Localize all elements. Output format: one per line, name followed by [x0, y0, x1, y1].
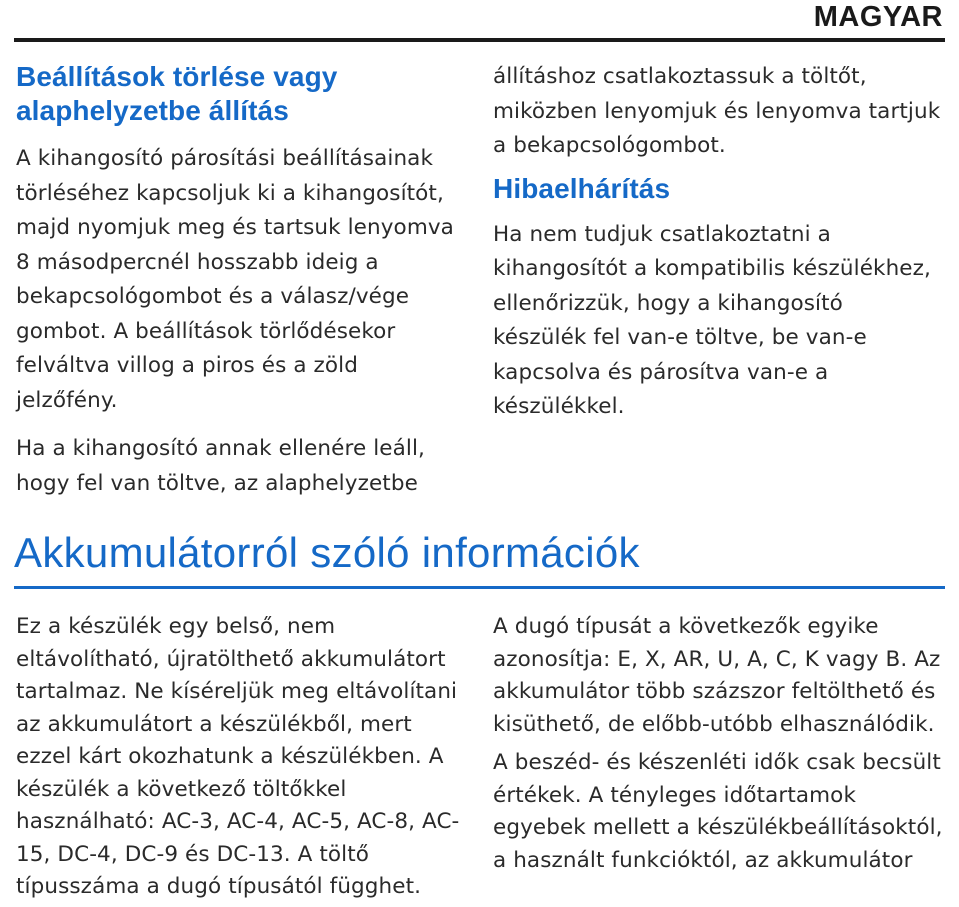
troubleshooting-heading: Hibaelhárítás [493, 172, 671, 204]
reset-heading: Beállítások törlése vagy alaphelyzetbe állítás [16, 61, 338, 126]
language-label: MAGYAR [813, 1, 943, 33]
talk-time-paragraph: A beszéd- és készenléti idők csak becsült értékek. A tényleges időtartamok egyebek mellett a készülékbeállításoktól, a használt funkcióktól, az akkumulátor [493, 750, 943, 873]
bottom-left-column [16, 611, 466, 904]
reset-paragraph-continued: Ha a kihangosító annak ellenére leáll, hogy fel van töltve, az alaphelyzetbe [16, 436, 425, 496]
reset-paragraph-end: állításhoz csatlakoztassuk a töltőt, miközben lenyomjuk és lenyomva tartjuk a bekapcsológombot. [493, 64, 941, 158]
reset-paragraph: A kihangosító párosítási beállításainak törléséhez kapcsoljuk ki a kihangosítót, majd nyomjuk meg és tartsuk lenyomva 8 másodpercnél hosszabb ideig a bekapcsológombot és a válasz/vége gombot. A beállítások törlődésekor felváltva villog a piros és a zöld jelzőfény. [16, 146, 454, 413]
section-divider [14, 586, 945, 589]
top-divider [14, 38, 945, 42]
top-right-column [493, 60, 943, 425]
battery-paragraph: Ez a készülék egy belső, nem eltávolítható, újratölthető akkumulátort tartalmaz. Ne kíséreljük meg eltávolítani az akkumulátort a készülékből, mert ezzel kárt okozhatunk a készülékben. A készülék a következő töltőkkel használható: AC-3, AC-4, AC-5, AC-8, AC-15, DC-4, DC-9 és DC-13. A töltő típusszáma a dugó típusától függhet. [16, 614, 460, 899]
top-left-column [16, 60, 466, 501]
plug-type-paragraph: A dugó típusát a következők egyike azonosítja: E, X, AR, U, A, C, K vagy B. Az akkumulátor több százszor feltölthető és kisüthető, de előbb-utóbb elhasználódik. [493, 614, 941, 737]
bottom-right-column [493, 611, 943, 877]
battery-section-title: Akkumulátorról szóló információk [14, 529, 640, 576]
troubleshooting-paragraph: Ha nem tudjuk csatlakoztatni a kihangosítót a kompatibilis készülékhez, ellenőrizzük, hogy a kihangosító készülék fel van-e töltve, be van-e kapcsolva és párosítva van-e a készülékkel. [493, 221, 931, 419]
